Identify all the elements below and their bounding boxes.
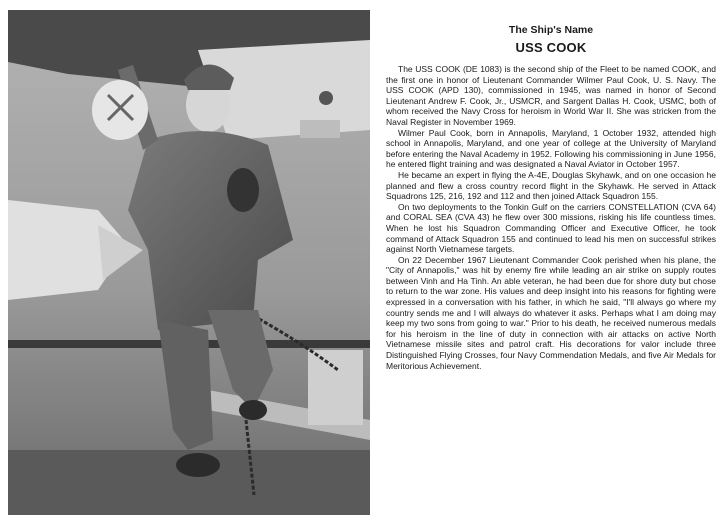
flight-boot-right <box>239 400 267 420</box>
article-kicker: The Ship's Name <box>508 24 594 36</box>
aircraft-hatch <box>300 120 340 138</box>
paragraph-death-and-honors: On 22 December 1967 Lieutenant Commander Cook perished when his plane, the "City of Annapolis," was hit by enemy fire while leading an air strike on supply routes between Vinh and Ha Tinh. An able veteran, he had been due for shore duty but chose to return to the war zone. His values and deep insight into his reasons for fighting were expressed in a conversation with his father, in which he said, "I'll always go where my country sends me and I will always do whatever it asks. Perhaps what I am doing may keep my two sons from going to war." Prior to his death, he received numerous medals for his heroism in the line of duty in connection with air attacks on active North Vietnamese missile sites and patrol craft. His decorations for valor include three Distinguished Flying Crosses, four Navy Commendation Medals, and five Air Medals for Meritorious Achievement. <box>386 254 716 371</box>
aviator-photo <box>8 10 370 515</box>
paragraph-ship-history: The USS COOK (DE 1083) is the second ship of the Fleet to be named COOK, and the first one in honor of Lieutenant Commander Wilmer Paul Cook, U. S. Navy. The USS COOK (APD 130), commissioned in 1945, was named in honor of Second Lieutenant Andrew F. Cook, Jr., USMCR, and Sargent Dallas H. Cook, USMC, both of whom received the Navy Cross for heroism in World War II. She was stricken from the Naval Register in November 1969. <box>386 64 716 127</box>
aircraft-panel-circle <box>319 91 333 105</box>
deck-equipment <box>308 350 363 425</box>
paragraph-biography: Wilmer Paul Cook, born in Annapolis, Maryland, 1 October 1932, attended high school in Annapolis, Maryland, and one year of college at the University of Maryland before entering the Naval Academy in 1952. Following his commissioning in June 1956, he entered flight training and was designated a Naval Aviator in October 1957. <box>386 127 716 170</box>
article-text <box>386 24 716 371</box>
article-title: USS COOK <box>515 40 587 55</box>
paragraph-deployments: On two deployments to the Tonkin Gulf on the carriers CONSTELLATION (CVA 64) and CORAL SEA (CVA 43) he flew over 300 missions, risking his life countless times. When he lost his Squadron Commanding Officer and Executive Officer, he took command of Attack Squadron 155 and continued to lead his men on successful strikes against North Vietnamese targets. <box>386 201 716 255</box>
flight-boot-left <box>176 453 220 477</box>
paragraph-aviation: He became an expert in flying the A-4E, Douglas Skyhawk, and on one occasion he planned and flew a cross country record flight in the Skyhawk. He served in Attack Squadrons 125, 216, 192 and 112 and then joined Attack Squadron 155. <box>386 169 716 202</box>
oxygen-mask <box>227 168 259 212</box>
aviator-photo-illustration <box>8 10 370 515</box>
